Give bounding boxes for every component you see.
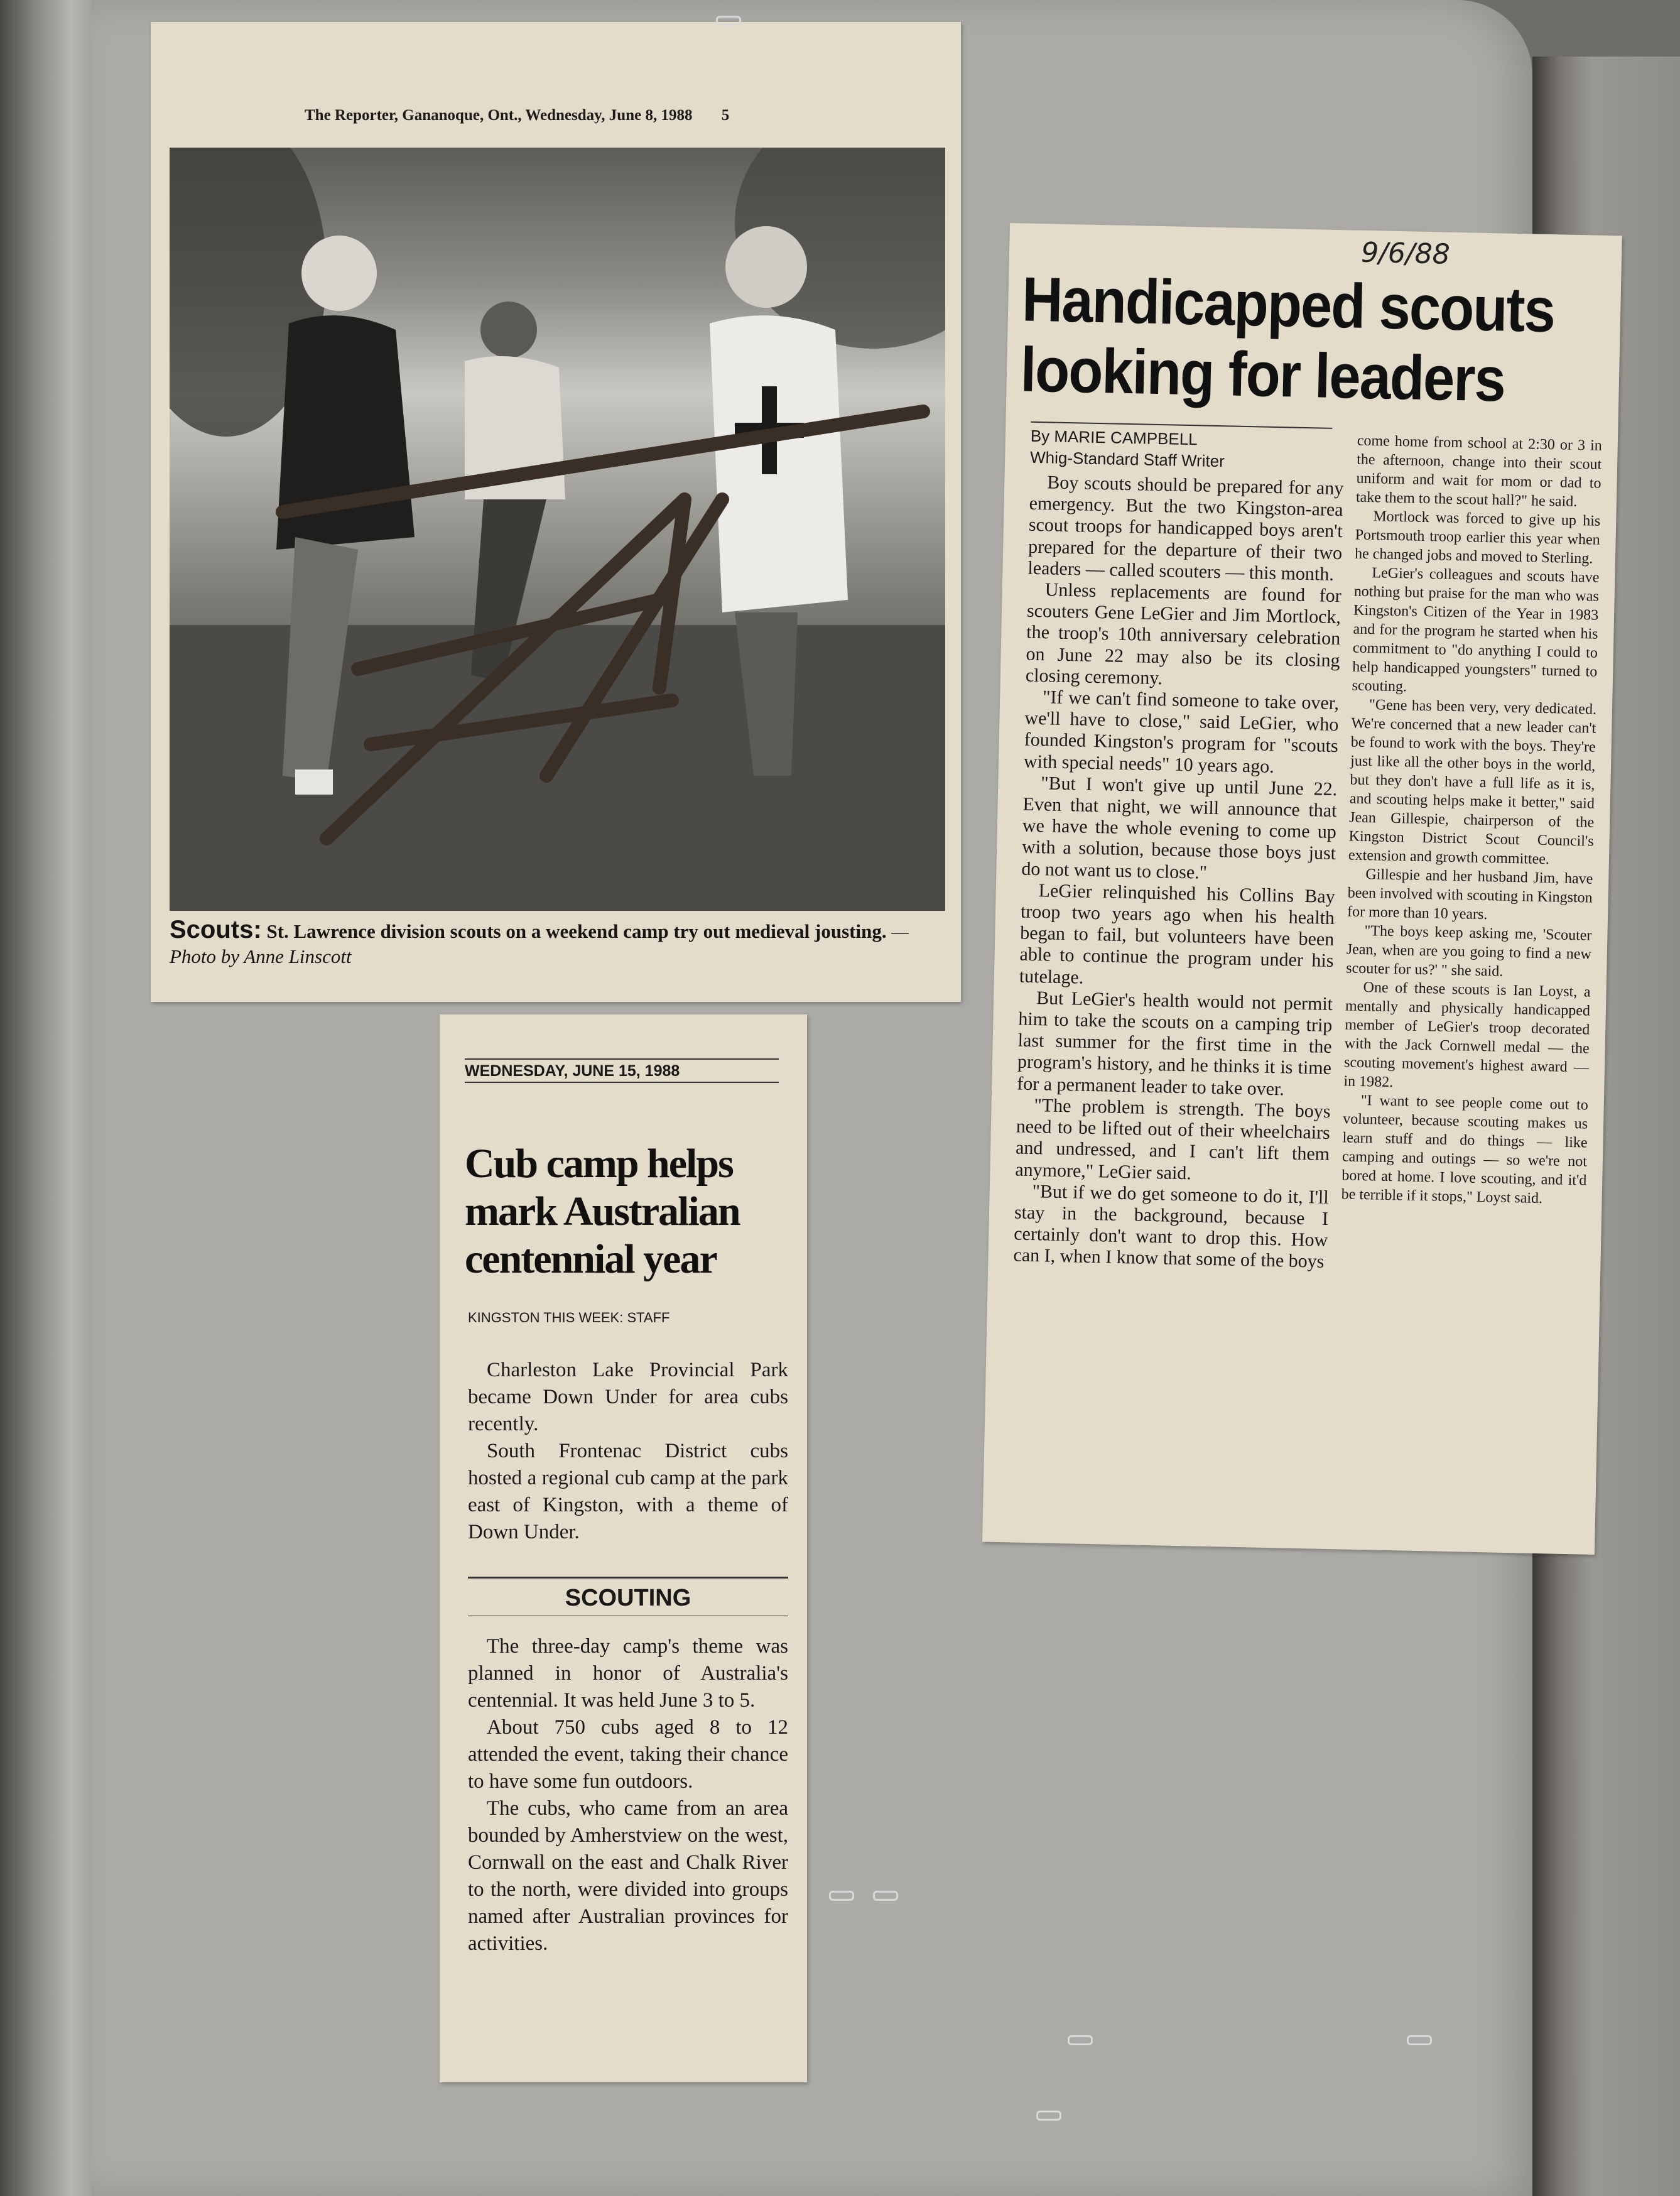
section-heading: SCOUTING — [468, 1577, 788, 1616]
photo-dateline — [305, 107, 729, 124]
paragraph: About 750 cubs aged 8 to 12 attended the event, taking their chance to have some fun outdoors. — [468, 1716, 788, 1793]
paragraph: "If we can't find someone to take over, we'll have to close," said LeGier, who founded Kingston's program for "scouts with special needs" 10 years ago. — [1023, 687, 1340, 777]
staple — [1407, 2035, 1432, 2045]
paragraph: Gillespie and her husband Jim, have been involved with scouting in Kingston for more than 10 years. — [1347, 866, 1593, 923]
cub-camp-clipping — [440, 1014, 807, 2082]
caption-text: St. Lawrence division scouts on a weekend camp try out medieval jousting. — [266, 920, 887, 942]
paragraph: come home from school at 2:30 or 3 in the afternoon, change into their scout uniform and wait for mom or dad to take them to the scout hall?" he said. — [1355, 432, 1603, 511]
cub-body-bottom — [468, 1633, 788, 1957]
headline-line-2: looking for leaders — [1019, 334, 1506, 415]
paragraph: Unless replacements are found for scouters Gene LeGier and Jim Mortlock, the troop's 10th anniversary celebration on June 22 may also be its closing closing ceremony. — [1025, 579, 1342, 689]
dateline-text: The Reporter, Gananoque, Ont., Wednesday, June 8, 1988 — [305, 107, 693, 124]
jousting-photo — [170, 148, 945, 911]
paragraph: South Frontenac District cubs hosted a regional cub camp at the park east of Kingston, with a theme of Down Under. — [468, 1440, 788, 1543]
scouts-headline — [1020, 264, 1560, 416]
handwritten-date: 9/6/88 — [1360, 236, 1451, 271]
paragraph: LeGier relinquished his Collins Bay troop two years ago when his health began to fail, but volunteers have been able to continue the program under his tutelage. — [1019, 880, 1335, 988]
paragraph: "The boys keep asking me, 'Scouter Jean, when are you going to find a new scouter for us?' " she said. — [1345, 923, 1592, 980]
paragraph: "But I won't give up until June 22. Even that night, we will announce that we have the whole evening to come up with a solution, because those boys just do not want us to close." — [1021, 773, 1338, 883]
paragraph: "But if we do get someone to do it, I'll stay in the background, because I certainly don't want to drop this. How can I, when I know that some of the boys — [1013, 1180, 1329, 1273]
page-number: 5 — [721, 107, 730, 124]
photo-clipping — [151, 22, 961, 1002]
photo-credit: — Photo by Anne Linscott — [170, 920, 909, 967]
paragraph: One of these scouts is Ian Loyst, a mentally and physically handicapped member of LeGier's troop decorated with the Jack Cornwell medal — the scouting movement's highest award — in 1982. — [1343, 979, 1591, 1091]
article-column-2 — [1341, 432, 1602, 1209]
staple — [873, 1891, 898, 1901]
staple — [716, 16, 741, 26]
byline-author: By MARIE CAMPBELL — [1030, 426, 1198, 449]
cub-headline: Cub camp helps mark Australian centennial year — [465, 1141, 740, 1282]
paragraph: The cubs, who came from an area bounded by Amherstview on the west, Cornwall on the east and Chalk River to the north, were divided into groups named after Australian provinces for activities. — [468, 1797, 788, 1955]
paragraph: Charleston Lake Provincial Park became Down Under for area cubs recently. — [468, 1359, 788, 1435]
album-spine — [0, 0, 94, 2196]
paragraph: Mortlock was forced to give up his Portsmouth troop earlier this year when he changed jobs and moved to Sterling. — [1354, 508, 1601, 567]
paragraph: The three-day camp's theme was planned in honor of Australia's centennial. It was held June 3 to 5. — [468, 1635, 788, 1712]
caption-lead: Scouts: — [170, 916, 262, 943]
staple — [1036, 2111, 1061, 2121]
scouts-article-clipping — [982, 223, 1622, 1555]
paragraph: LeGier's colleagues and scouts have nothing but praise for the man who was Kingston's Citizen of the Year in 1983 and for the program he started when his commitment to "do anything I could to help handicapped youngsters" turned to scouting. — [1352, 565, 1600, 695]
paragraph: But LeGier's health would not permit him to take the scouts on a camping trip last summer for the first time in the program's history, and he thinks it is time for a permanent leader to take over. — [1016, 987, 1333, 1100]
cub-staff-credit: KINGSTON THIS WEEK: STAFF — [468, 1310, 670, 1325]
paragraph: "Gene has been very, very dedicated. We're concerned that a new leader can't be found to work with the boys. They're just like all the other boys in the world, but they don't have a full life as it is, and scouting helps make it better," said Jean Gillespie, chairperson of the Kingston District Scout Council's extension and growth committee. — [1348, 697, 1597, 868]
paragraph: "The problem is strength. The boys need to be lifted out of their wheelchairs and undressed, and I can't lift them anymore," LeGier said. — [1015, 1095, 1331, 1183]
cub-body-top — [468, 1357, 788, 1546]
staple — [829, 1891, 854, 1901]
byline-role: Whig-Standard Staff Writer — [1029, 447, 1225, 471]
paragraph: "I want to see people come out to volunteer, because scouting makes us learn stuff and do things — like camping and outings — so we're not bored at home. I love scouting, and it'd be terrible if it stops," Loyst said. — [1341, 1092, 1589, 1207]
article-column-1 — [1013, 472, 1343, 1273]
headline-line-1: Handicapped scouts — [1021, 264, 1556, 346]
byline — [1030, 421, 1332, 474]
paragraph: Boy scouts should be prepared for any emergency. But the two Kingston-area scout troops for handicapped boys aren't prepared for the departure of their two leaders — called scouters — this month. — [1027, 472, 1344, 585]
staple — [1068, 2035, 1093, 2045]
cub-date: WEDNESDAY, JUNE 15, 1988 — [465, 1058, 779, 1083]
photo-caption — [170, 917, 945, 969]
